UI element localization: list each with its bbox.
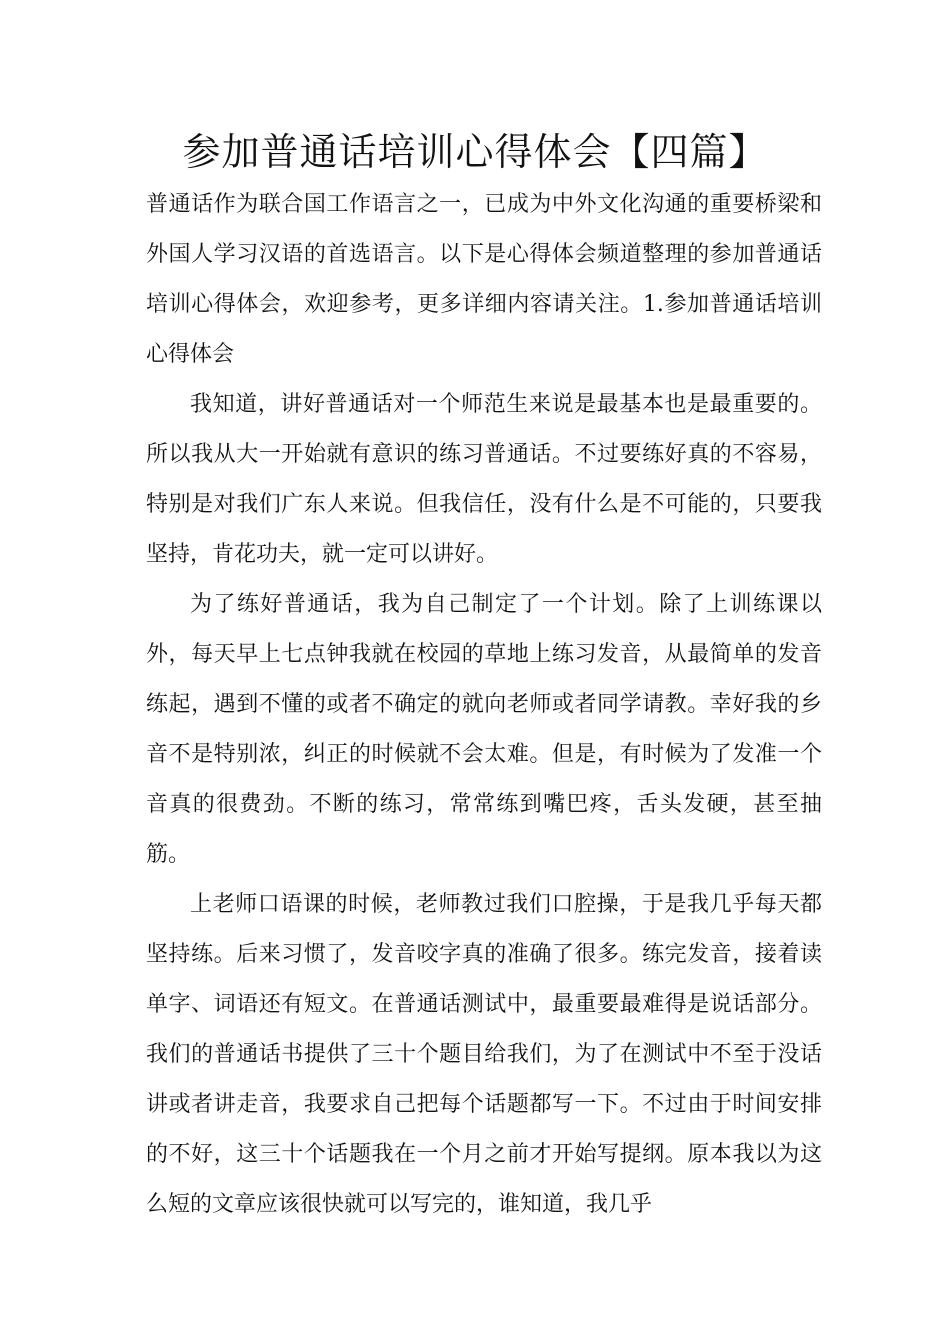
document-title: 参加普通话培训心得体会【四篇】 <box>182 130 768 174</box>
paragraph-3: 上老师口语课的时候，老师教过我们口腔操，于是我几乎每天都坚持练。后来习惯了，发音咬字真的准确了很多。练完发音，接着读单字、词语还有短文。在普通话测试中，最重要最难得是说话部分。我们的普通话书提供了三十个题目给我们，为了在测试中不至于没话讲或者讲走音，我要求自己把每个话题都写一下。不过由于时间安排的不好，这三十个话题我在一个月之前才开始写提纲。原本我以为这么短的文章应该很快就可以写完的，谁知道，我几乎 <box>146 892 822 1217</box>
paragraph-2: 为了练好普通话，我为自己制定了一个计划。除了上训练课以外，每天早上七点钟我就在校园的草地上练习发音，从最简单的发音练起，遇到不懂的或者不确定的就向老师或者同学请教。幸好我的乡音不是特别浓，纠正的时候就不会太难。但是，有时候为了发准一个音真的很费劲。不断的练习，常常练到嘴巴疼，舌头发硬，甚至抽筋。 <box>146 592 822 867</box>
document-body <box>146 180 822 1230</box>
paragraph-intro: 普通话作为联合国工作语言之一，已成为中外文化沟通的重要桥梁和外国人学习汉语的首选语言。以下是心得体会频道整理的参加普通话培训心得体会，欢迎参考，更多详细内容请关注。1.参加普通话培训心得体会 <box>146 192 822 367</box>
paragraph-1: 我知道，讲好普通话对一个师范生来说是最基本也是最重要的。所以我从大一开始就有意识的练习普通话。不过要练好真的不容易，特别是对我们广东人来说。但我信任，没有什么是不可能的，只要我坚持，肯花功夫，就一定可以讲好。 <box>146 392 822 567</box>
